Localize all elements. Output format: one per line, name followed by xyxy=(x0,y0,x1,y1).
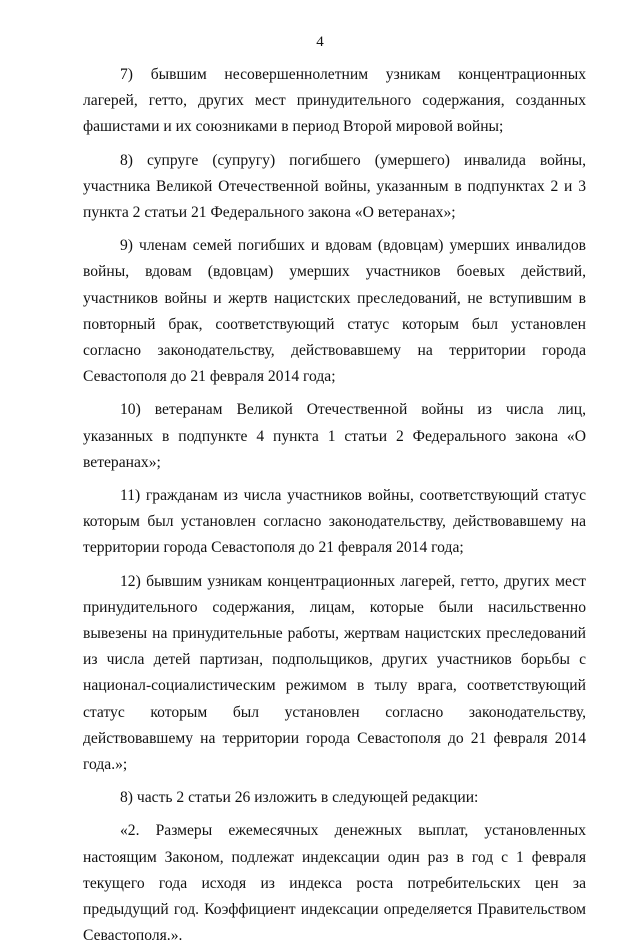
paragraph-item-10: 10) ветеранам Великой Отечественной войны из числа лиц, указанных в подпункте 4 пункта 1 статьи 2 Федерального закона «О ветеранах»; xyxy=(83,401,586,471)
page-number: 4 xyxy=(316,34,324,50)
document-body xyxy=(83,62,586,950)
paragraph-item-11: 11) гражданам из числа участников войны, соответствующий статус которым был установлен согласно законодательству, действовавшему на территории города Севастополя до 21 февраля 2014 года; xyxy=(83,487,586,557)
amendment-text: «2. Размеры ежемесячных денежных выплат, установленных настоящим Законом, подлежат индексации один раз в год с 1 февраля текущего года исходя из индекса роста потребительских цен за предыдущий год. Коэффициент индексации определяется Правительством Севастополя.». xyxy=(83,822,586,945)
amendment-instruction: 8) часть 2 статьи 26 изложить в следующей редакции: xyxy=(120,789,479,807)
paragraph-item-12: 12) бывшим узникам концентрационных лагерей, гетто, других мест принудительного содержания, лицам, которые были насильственно вывезены на принудительные работы, жертвам нацистских преследований из числа детей партизан, подпольщиков, других участников борьбы с национал-социалистическим режимом в тылу врага, соответствующий статус которым был установлен согласно законодательству, действовавшему на территории города Севастополя до 21 февраля 2014 года.»; xyxy=(83,572,586,774)
paragraph-item-9: 9) членам семей погибших и вдовам (вдовцам) умерших инвалидов войны, вдовам (вдовцам) умерших участников боевых действий, участников войны и жертв нацистских преследований, не вступившим в повторный брак, соответствующий статус которым был установлен согласно законодательству, действовавшему на территории города Севастополя до 21 февраля 2014 года; xyxy=(83,237,586,386)
paragraph-item-8: 8) супруге (супругу) погибшего (умершего) инвалида войны, участника Великой Отечественной войны, указанным в подпунктах 2 и 3 пункта 2 статьи 21 Федерального закона «О ветеранах»; xyxy=(83,151,586,222)
paragraph-item-7: 7) бывшим несовершеннолетним узникам концентрационных лагерей, гетто, других мест принудительного содержания, созданных фашистами и их союзниками в период Второй мировой войны; xyxy=(83,66,586,136)
